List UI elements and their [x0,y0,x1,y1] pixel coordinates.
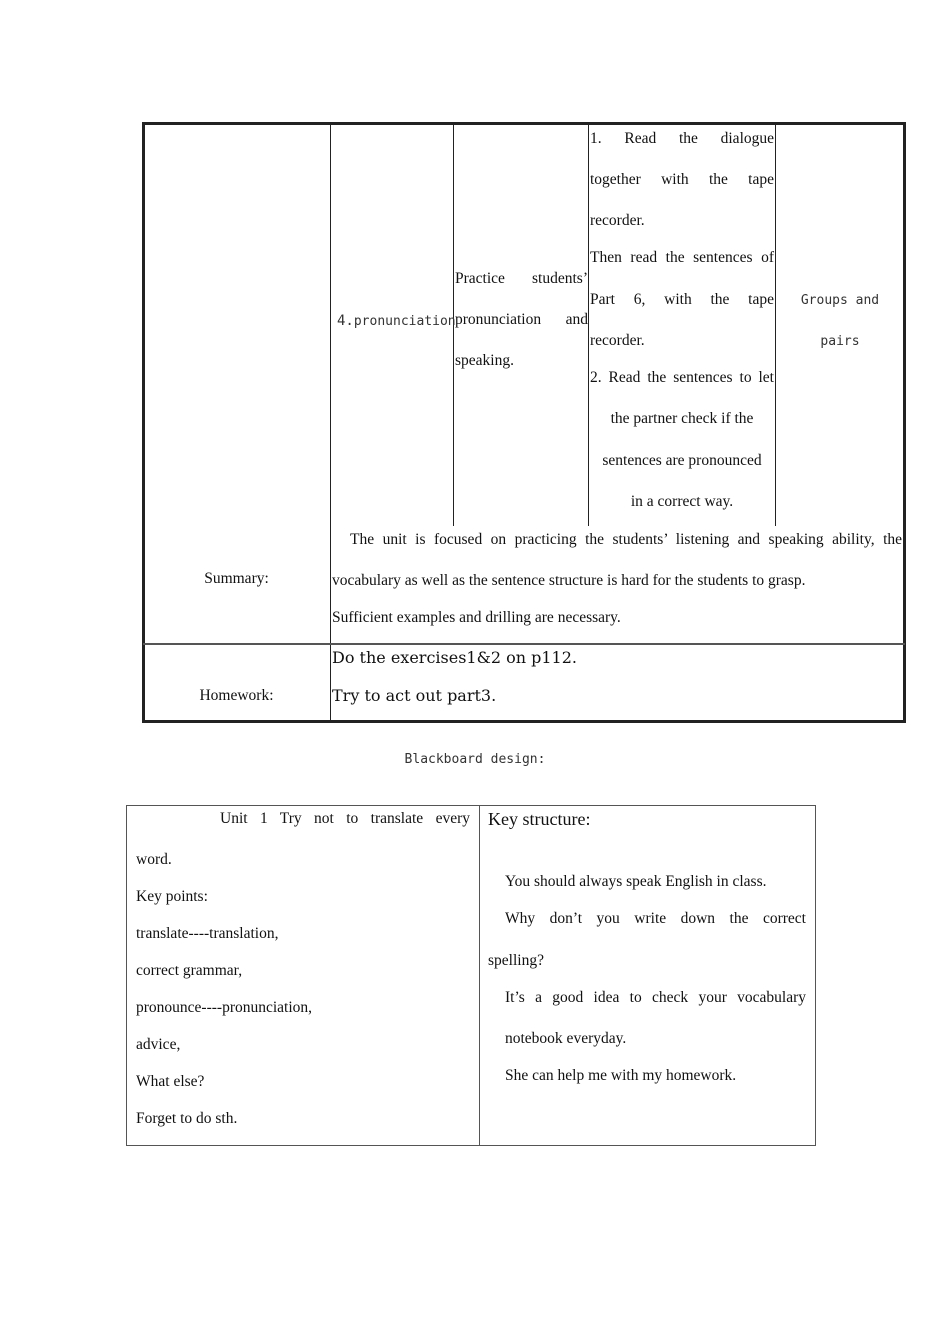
summary-label: Summary: [204,570,269,587]
key-structure-line: spelling? [488,952,544,969]
summary-line: Sufficient examples and drilling are necessary. [332,609,621,626]
key-structure-heading: Key structure: [488,809,591,829]
aim-line: pronunciation and [455,311,588,328]
key-structure-line: She can help me with my homework. [505,1067,737,1084]
blackboard-left-line: advice, [136,1036,181,1053]
table-border-bottom [142,720,906,723]
activity-line: Part 6, with the tape [590,291,774,308]
blackboard-left-line: Key points: [136,888,208,905]
activity-line: recorder. [590,332,645,349]
step-number: 4. [337,313,354,329]
blackboard-divider [479,805,480,1145]
key-structure-line: Why don’t you write down the correct [505,910,806,927]
summary-line: The unit is focused on practicing the students’ listening and speaking ability, the [350,531,902,548]
blackboard-title: Blackboard design: [404,752,546,767]
blackboard-left-line: Unit 1 Try not to translate every [220,810,470,827]
step-name: pronunciation [353,314,456,329]
activity-line: in a correct way. [630,493,734,510]
aim-line: speaking. [455,352,514,369]
activity-line: sentences are pronounced [602,452,762,469]
summary-line: vocabulary as well as the sentence structure is hard for the students to grasp. [332,572,806,589]
homework-line: Do the exercises1&2 on p112. [332,648,577,667]
table-border-right [903,122,906,723]
key-structure-line: It’s a good idea to check your vocabulary [505,989,806,1006]
blackboard-left-line: Forget to do sth. [136,1110,238,1127]
table-border-left [142,122,145,723]
mode-line: Groups and [800,293,880,308]
activity-line: Then read the sentences of [590,249,774,266]
table-border-top [142,122,906,125]
step-cell [337,311,456,332]
column-divider [775,124,776,526]
aim-line: Practice students’ [455,270,588,287]
homework-label: Homework: [199,687,274,704]
blackboard-left-line: What else? [136,1073,205,1090]
row-divider [143,643,905,645]
activity-line: recorder. [590,212,645,229]
activity-line: the partner check if the [610,410,754,427]
column-divider [330,124,331,722]
column-divider [588,124,589,526]
activity-line: 1. Read the dialogue [590,130,774,147]
key-structure-line: notebook everyday. [505,1030,627,1047]
activity-line: 2. Read the sentences to let [590,369,774,386]
activity-line: together with the tape [590,171,774,188]
blackboard-left-line: correct grammar, [136,962,243,979]
blackboard-left-line: translate----translation, [136,925,279,942]
blackboard-left-line: pronounce----pronunciation, [136,999,313,1016]
blackboard-left-line: word. [136,851,172,868]
key-structure-line: You should always speak English in class. [505,873,767,890]
homework-line: Try to act out part3. [332,686,497,705]
mode-line: pairs [820,334,860,349]
